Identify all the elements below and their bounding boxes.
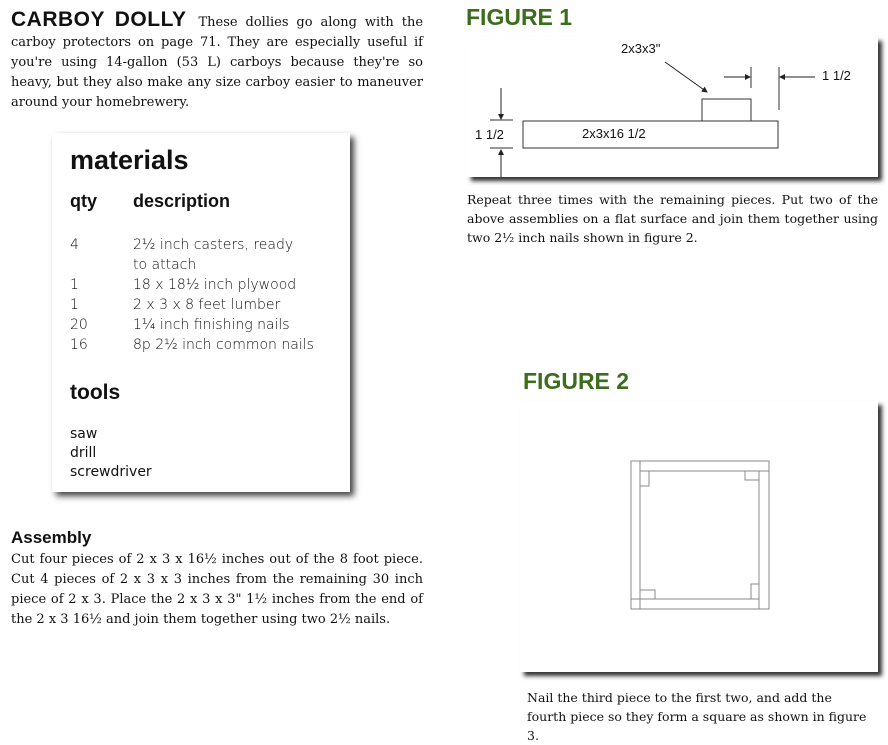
materials-heading: materials [70, 145, 189, 175]
list-item: 20 1¼ inch finishing nails [70, 317, 290, 333]
figure2-diagram [520, 401, 878, 672]
description-header: description [133, 191, 231, 211]
long-piece-label: 2x3x16 1/2 [582, 126, 646, 141]
tools-heading: tools [70, 381, 121, 404]
assembly-heading: Assembly [11, 528, 92, 547]
list-item: 1 2 x 3 x 8 feet lumber [70, 297, 281, 313]
figure2-caption: Nail the third piece to the first two, and add the fourth piece so they form a square as shown in figure 3. [527, 690, 867, 743]
figure1-diagram [467, 37, 878, 177]
article-title: CARBOY DOLLY [11, 8, 187, 31]
figure1-caption: Repeat three times with the remaining pieces. Put two of the above assemblies on a flat surface and join them together using two 2½ inch nails shown in figure 2. [467, 192, 878, 245]
qty-header: qty [70, 191, 97, 211]
intro-text: These dollies go along with the carboy protectors on page 71. They are especially useful if you're using 14-gallon (53 L) carboys because they're so heavy, but they also make any size carboy easier to maneuver around your homebrewery. [11, 15, 424, 110]
list-item: 4 2½ inch casters, ready to attach [70, 237, 294, 273]
figure1-frame [467, 37, 878, 177]
tool-item: drill [70, 445, 97, 461]
tool-item: screwdriver [70, 464, 152, 480]
figure2-title: FIGURE 2 [523, 368, 630, 394]
assembly-text: Cut four pieces of 2 x 3 x 16½ inches out of the 8 foot piece. Cut 4 pieces of 2 x 3 x 3 inches from the remaining 30 inch piece of 2 x 3. Place the 2 x 3 x 3" 1½ inches from the end of the 2 x 3 16½ and join them together using two 2½ nails. [11, 552, 423, 627]
dimension-left: 1 1/2 [475, 127, 504, 142]
list-item: 1 18 x 18½ inch plywood [70, 277, 297, 293]
tool-item: saw [70, 426, 98, 442]
list-item: 16 8p 2½ inch common nails [70, 337, 314, 353]
figure2-frame [520, 401, 878, 672]
dimension-right: 1 1/2 [822, 68, 851, 83]
small-piece-label: 2x3x3" [621, 41, 661, 56]
figure1-title: FIGURE 1 [466, 4, 573, 30]
